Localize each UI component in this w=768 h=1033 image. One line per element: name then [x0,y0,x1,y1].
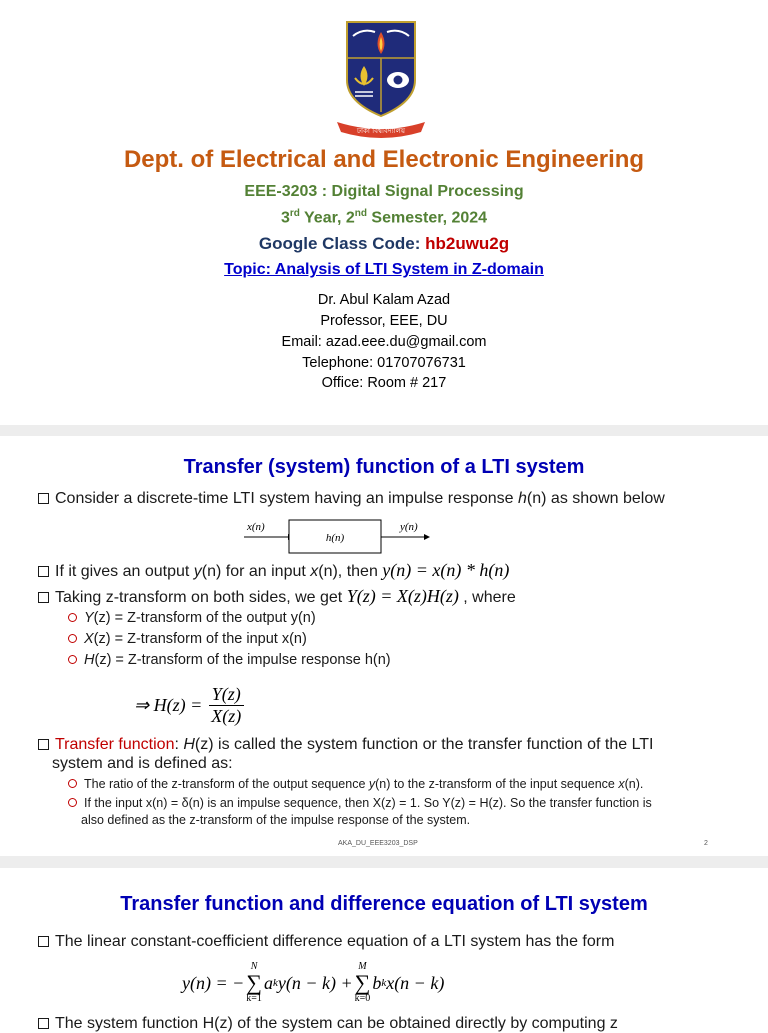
slide-footer: AKA_DU_EEE3203_DSP [338,840,418,847]
year-semester: 3rd Year, 2nd Semester, 2024 [280,208,488,227]
checkbox-bullet-icon [38,493,49,504]
diagram-output-label: y(n) [400,521,418,533]
difference-equation: y(n) = − N ∑ k=1 a k y(n − k) + M ∑ k=0 b k x(n − k) [182,961,445,1004]
slide-title: Transfer (system) function of a LTI system [183,456,585,478]
sub-bullet: X(z) = Z-transform of the input x(n) [68,631,307,647]
circle-bullet-icon [68,779,77,788]
instructor-telephone: Telephone: 01707076731 [302,355,466,371]
bullet-transfer-function: Transfer function: H(z) is called the system function or the transfer function of the LTI [38,736,654,754]
circle-bullet-icon [68,798,77,807]
convolution-equation: y(n) = x(n) * h(n) [382,560,510,580]
bullet-output: If it gives an output y(n) for an input x(n), then y(n) = x(n) * h(n) [38,560,509,581]
bullet-impulse-response: Consider a discrete-time LTI system having an impulse response h(n) as shown below [38,490,665,508]
summation-icon: ∑ [354,970,371,995]
checkbox-bullet-icon [38,936,49,947]
circle-bullet-icon [68,655,77,664]
difference-equation-slide [0,868,768,1032]
logo-text: ঢাকা বিশ্ববিদ্যালয় [356,127,406,135]
slide-separator [0,856,768,868]
checkbox-bullet-icon [38,739,49,750]
slide-title: Transfer function and difference equation of LTI system [120,893,648,915]
instructor-position: Professor, EEE, DU [320,313,448,329]
instructor-email: Email: azad.eee.du@gmail.com [281,334,487,350]
fraction-denominator: X(z) [211,705,242,726]
class-code-value: hb2uwu2g [425,234,510,253]
course-title: EEE-3203 : Digital Signal Processing [244,183,524,200]
google-class-code: Google Class Code: hb2uwu2g [258,234,510,253]
diagram-block-label: h(n) [325,532,345,544]
bullet-z-transform: Taking z-transform on both sides, we get Y(z) = X(z)H(z) , where [38,586,516,607]
circle-bullet-icon [68,634,77,643]
system-block-diagram [236,516,436,558]
summation-icon: ∑ [246,970,262,995]
bullet-transfer-function-cont: system and is defined as: [52,755,233,772]
department-title: Dept. of Electrical and Electronic Engineering [123,146,645,173]
bullet-system-function: The system function H(z) of the system can be obtained directly by computing z [38,1015,618,1033]
topic-link[interactable]: Topic: Analysis of LTI System in Z-domain [224,261,544,278]
sub-bullet-impulse: If the input x(n) = δ(n) is an impulse sequence, then X(z) = 1. So Y(z) = H(z). So the transfer function is [68,796,652,810]
slide-number: 2 [704,840,708,847]
transfer-function-slide [0,436,768,856]
instructor-name: Dr. Abul Kalam Azad [317,292,451,308]
instructor-office: Office: Room # 217 [321,375,447,391]
sub-bullet: Y(z) = Z-transform of the output y(n) [68,610,316,626]
university-logo [333,18,429,140]
circle-bullet-icon [68,613,77,622]
sub-bullet: H(z) = Z-transform of the impulse response h(n) [68,652,391,668]
z-domain-equation: Y(z) = X(z)H(z) [346,586,459,606]
transfer-function-equation: ⇒ H(z) = $\frac{Y(z)}{X(z)}$ [134,680,244,730]
title-slide [0,0,768,425]
bullet-difference-equation: The linear constant-coefficient difference equation of a LTI system has the form [38,933,614,951]
sub-bullet-impulse-cont: also defined as the z-transform of the impulse response of the system. [81,813,471,827]
sub-bullet-ratio: The ratio of the z-transform of the output sequence y(n) to the z-transform of the input sequence x(n). [68,777,643,791]
checkbox-bullet-icon [38,592,49,603]
diagram-input-label: x(n) [247,521,265,533]
fraction-numerator: Y(z) [209,684,244,706]
checkbox-bullet-icon [38,566,49,577]
